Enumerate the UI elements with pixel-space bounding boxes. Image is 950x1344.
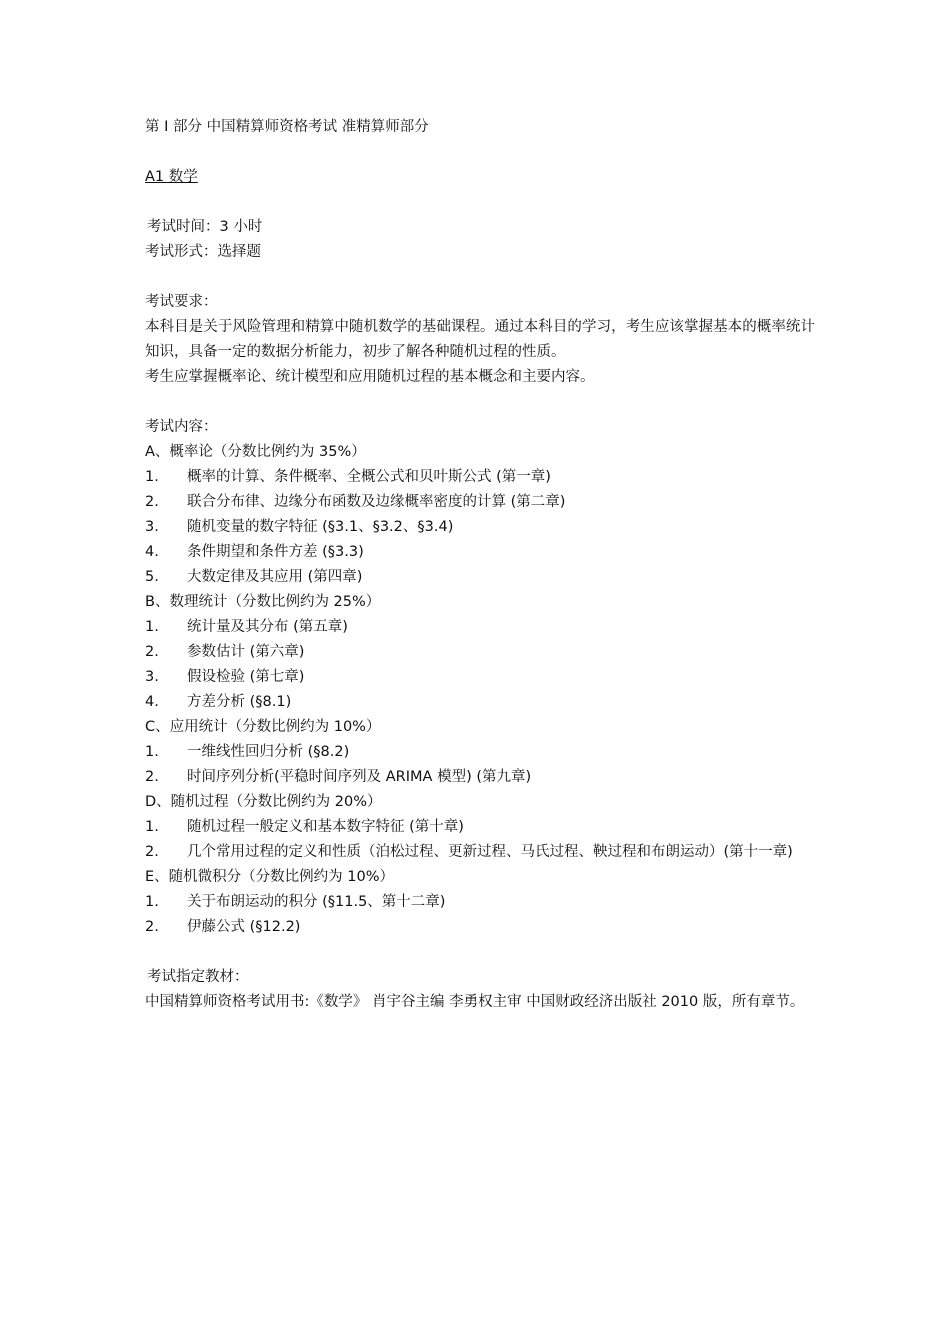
item-number: 4. — [145, 544, 159, 560]
item-text: 随机过程一般定义和基本数字特征 (第十章) — [187, 819, 464, 835]
item-text: 联合分布律、边缘分布函数及边缘概率密度的计算 (第二章) — [187, 494, 566, 510]
textbook-label: 考试指定教材： — [147, 969, 249, 985]
item-number: 2. — [145, 844, 159, 860]
item-number: 2. — [145, 494, 159, 510]
item-number: 1. — [145, 894, 159, 910]
spacer — [145, 390, 815, 415]
document-page — [145, 115, 815, 1015]
list-item — [145, 740, 815, 765]
item-text: 方差分析 (§8.1) — [187, 694, 292, 710]
item-text: 伊藤公式 (§12.2) — [187, 919, 301, 935]
item-number: 3. — [145, 669, 159, 685]
item-text: 参数估计 (第六章) — [187, 644, 305, 660]
spacer — [145, 140, 815, 165]
item-text: 统计量及其分布 (第五章) — [187, 619, 348, 635]
section-heading-b: B、数理统计（分数比例约为 25%） — [145, 594, 381, 610]
item-text: 概率的计算、条件概率、全概公式和贝叶斯公式 (第一章) — [187, 469, 551, 485]
list-item — [145, 640, 815, 665]
item-number: 2. — [145, 769, 159, 785]
list-item — [145, 515, 815, 540]
exam-format: 考试形式：选择题 — [145, 244, 261, 260]
item-number: 2. — [145, 644, 159, 660]
list-item — [145, 540, 815, 565]
list-item — [145, 840, 815, 865]
list-item — [145, 565, 815, 590]
section-heading-e: E、随机微积分（分数比例约为 10%） — [145, 869, 394, 885]
list-item — [145, 665, 815, 690]
item-number: 1. — [145, 469, 159, 485]
list-item — [145, 465, 815, 490]
item-text: 假设检验 (第七章) — [187, 669, 305, 685]
item-number: 1. — [145, 819, 159, 835]
subject-heading: A1 数学 — [145, 169, 198, 185]
requirements-paragraph-1: 本科目是关于风险管理和精算中随机数学的基础课程。通过本科目的学习，考生应该掌握基本的概率统计知识，具备一定的数据分析能力，初步了解各种随机过程的性质。 — [145, 319, 815, 360]
spacer — [145, 265, 815, 290]
section-heading-c: C、应用统计（分数比例约为 10%） — [145, 719, 381, 735]
item-number: 1. — [145, 619, 159, 635]
section-heading-d: D、随机过程（分数比例约为 20%） — [145, 794, 382, 810]
spacer — [145, 190, 815, 215]
section-heading-a: A、概率论（分数比例约为 35%） — [145, 444, 366, 460]
item-number: 3. — [145, 519, 159, 535]
item-text: 随机变量的数字特征 (§3.1、§3.2、§3.4) — [187, 519, 454, 535]
item-text: 几个常用过程的定义和性质（泊松过程、更新过程、马氏过程、鞅过程和布朗运动）(第十一章) — [187, 844, 793, 860]
list-item — [145, 690, 815, 715]
item-number: 5. — [145, 569, 159, 585]
list-item — [145, 490, 815, 515]
list-item — [145, 915, 815, 940]
requirements-paragraph-2: 考生应掌握概率论、统计模型和应用随机过程的基本概念和主要内容。 — [145, 369, 595, 385]
item-text: 条件期望和条件方差 (§3.3) — [187, 544, 364, 560]
list-item — [145, 615, 815, 640]
spacer — [145, 940, 815, 965]
item-number: 4. — [145, 694, 159, 710]
document-title: 第 I 部分 中国精算师资格考试 准精算师部分 — [145, 119, 429, 135]
requirements-label: 考试要求： — [145, 294, 218, 310]
item-text: 关于布朗运动的积分 (§11.5、第十二章) — [187, 894, 446, 910]
item-text: 大数定律及其应用 (第四章) — [187, 569, 363, 585]
list-item — [145, 815, 815, 840]
textbook-text: 中国精算师资格考试用书:《数学》 肖宇谷主编 李勇权主审 中国财政经济出版社 2010 版，所有章节。 — [145, 994, 805, 1010]
item-number: 1. — [145, 744, 159, 760]
item-text: 时间序列分析(平稳时间序列及 ARIMA 模型) (第九章) — [187, 769, 532, 785]
exam-time: 考试时间：3 小时 — [147, 219, 263, 235]
item-number: 2. — [145, 919, 159, 935]
list-item — [145, 890, 815, 915]
content-label: 考试内容： — [145, 419, 218, 435]
list-item — [145, 765, 815, 790]
item-text: 一维线性回归分析 (§8.2) — [187, 744, 350, 760]
